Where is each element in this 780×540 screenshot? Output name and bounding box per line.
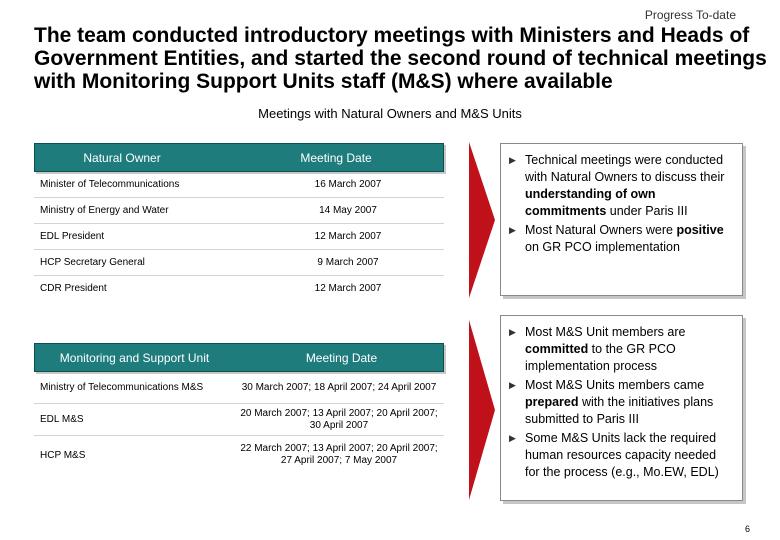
date-cell: 30 March 2007; 18 April 2007; 24 April 2007 <box>241 381 437 393</box>
table-row <box>34 436 444 474</box>
bullet-triangle-icon: ▶ <box>509 433 516 443</box>
bullet-text: Most Natural Owners were positive on GR PCO implementation <box>525 223 724 254</box>
bullet-item <box>509 430 734 481</box>
unit-cell: HCP M&S <box>40 449 86 461</box>
column-header-meeting-date: Meeting Date <box>305 350 378 365</box>
bullet-text: Technical meetings were conducted with Natural Owners to discuss their understanding of own commitments under Paris III <box>525 153 725 218</box>
owner-cell: Ministry of Energy and Water <box>40 205 169 216</box>
column-header-ms-unit: Monitoring and Support Unit <box>59 350 210 365</box>
table-row <box>34 198 444 224</box>
section-subtitle: Meetings with Natural Owners and M&S Units <box>258 106 522 121</box>
arrow-right-icon <box>469 320 495 500</box>
findings-box-ms-units <box>500 315 743 501</box>
arrow-right-icon <box>469 142 495 298</box>
bullet-item <box>509 377 734 428</box>
owner-cell: Minister of Telecommunications <box>40 179 180 190</box>
column-header-natural-owner: Natural Owner <box>83 150 161 165</box>
bullet-item <box>509 222 734 256</box>
table-row <box>34 172 444 198</box>
owner-cell: EDL President <box>40 231 105 242</box>
bullet-item <box>509 324 734 375</box>
date-cell: 16 March 2007 <box>314 178 382 190</box>
table-header <box>34 143 444 172</box>
arrow-right-icon-shape <box>469 320 495 500</box>
owner-cell: HCP Secretary General <box>40 257 145 268</box>
column-header-meeting-date: Meeting Date <box>300 150 372 165</box>
bullet-text: Some M&S Units lack the required human resources capacity needed for the process (e.g., Mo.EW, EDL) <box>525 431 719 479</box>
bullet-item <box>509 152 734 220</box>
table-row <box>34 250 444 276</box>
bullet-text: Most M&S Units members came prepared with the initiatives plans submitted to Paris III <box>525 378 714 426</box>
arrow-right-icon-shape <box>469 142 495 298</box>
owner-cell: CDR President <box>40 283 107 294</box>
page-number: 6 <box>744 524 750 534</box>
bullet-triangle-icon: ▶ <box>509 327 516 337</box>
findings-box-natural-owners <box>500 143 743 296</box>
unit-cell: Ministry of Telecommunications M&S <box>40 382 204 393</box>
page-title: The team conducted introductory meetings with Ministers and Heads of Government Entities, and started the second round of technical meetings with Monitoring Support Units staff (M&S) where available <box>34 24 767 93</box>
table-header <box>34 343 444 372</box>
table-row <box>34 224 444 250</box>
date-cell: 12 March 2007 <box>314 230 382 242</box>
progress-tracker: Progress To-date <box>644 8 736 22</box>
date-cell: 22 March 2007; 13 April 2007; 20 April 2007; 27 April 2007; 7 May 2007 <box>240 443 438 466</box>
ms-unit-table <box>34 343 444 474</box>
date-cell: 12 March 2007 <box>314 282 382 294</box>
table-row <box>34 372 444 404</box>
natural-owner-table <box>34 143 444 301</box>
bullet-triangle-icon: ▶ <box>509 155 516 165</box>
date-cell: 9 March 2007 <box>317 256 379 268</box>
table-row <box>34 276 444 301</box>
date-cell: 20 March 2007; 13 April 2007; 20 April 2007; 30 April 2007 <box>240 407 438 431</box>
unit-cell: EDL M&S <box>40 414 84 425</box>
date-cell: 14 May 2007 <box>319 204 377 216</box>
bullet-triangle-icon: ▶ <box>509 380 516 390</box>
bullet-text: Most M&S Unit members are committed to the GR PCO implementation process <box>525 325 686 373</box>
bullet-triangle-icon: ▶ <box>509 225 516 235</box>
table-row <box>34 404 444 436</box>
